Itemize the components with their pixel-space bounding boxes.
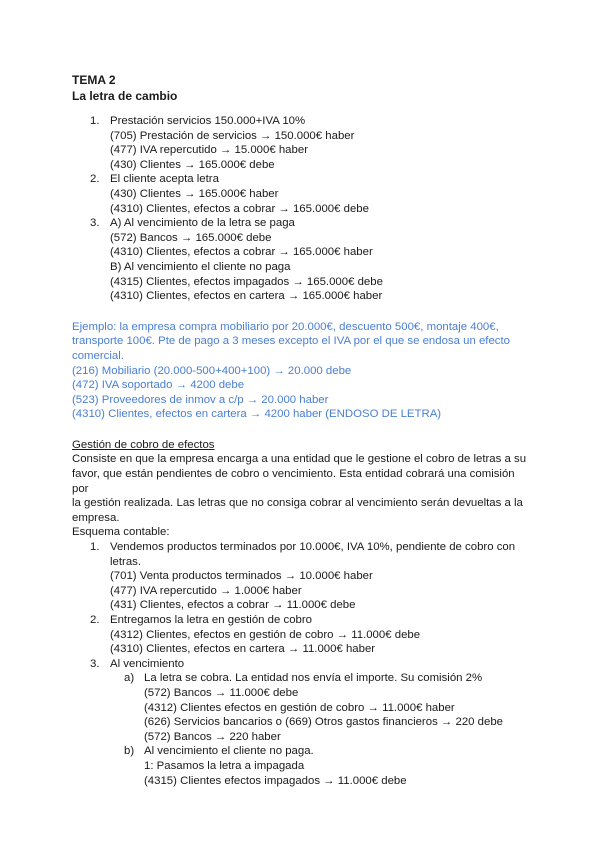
entry-line: (430) Clientes → 165.000€ debe — [110, 158, 275, 171]
list-item — [72, 540, 532, 555]
sub-item-letter: b) — [124, 745, 135, 758]
entry-line: (477) IVA repercutido → 1.000€ haber — [110, 584, 302, 597]
example-line: (472) IVA soportado → 4200 debe — [72, 379, 245, 392]
list-item — [72, 172, 532, 187]
list-item — [72, 114, 532, 129]
example-line: (216) Mobiliario (20.000-500+400+100) → 20.000 debe — [72, 364, 352, 377]
item-number: 3. — [90, 657, 100, 670]
scheme-label: Esquema contable: — [72, 526, 170, 539]
example-line: Ejemplo: la empresa compra mobiliario por 20.000€, descuento 500€, montaje 400€, — [72, 320, 499, 333]
item-title: Al vencimiento — [110, 657, 185, 670]
description-paragraph — [72, 452, 532, 525]
sub-list — [72, 671, 532, 788]
entry-line: (626) Servicios bancarios o (669) Otros gastos financieros → 220 debe — [144, 716, 503, 729]
entry-line: (4312) Clientes efectos en gestión de cobro → 11.000€ haber — [144, 701, 455, 714]
item-number: 2. — [90, 173, 100, 186]
sub-item-letter: a) — [124, 672, 135, 685]
entry-line: (572) Bancos → 165.000€ debe — [110, 231, 272, 244]
example-line: transporte 100€. Pte de pago a 3 meses excepto el IVA por el que se endosa un efecto — [72, 335, 510, 348]
entry-line: (431) Clientes, efectos a cobrar → 11.000€ debe — [110, 599, 356, 612]
list-item — [72, 216, 532, 231]
scheme-list — [72, 540, 532, 788]
example-block — [72, 320, 532, 422]
item-number: 1. — [90, 115, 100, 127]
paragraph-line: Consiste en que la empresa encarga a una entidad que le gestione el cobro de letras a su — [72, 453, 527, 466]
paragraph-line: favor, que están pendientes de cobro o vencimiento. Esta entidad cobrará una comisión por — [72, 468, 515, 495]
document-title: La letra de cambio — [72, 89, 178, 103]
sub-list-item — [72, 671, 532, 686]
entry-line: (4310) Clientes, efectos en cartera → 165.000€ haber — [110, 290, 383, 303]
paragraph-line: empresa. — [72, 511, 120, 524]
entry-line: (430) Clientes → 165.000€ haber — [110, 187, 279, 200]
paragraph-line: la gestión realizada. Las letras que no consiga cobrar al vencimiento serán devueltas a la — [72, 497, 523, 510]
example-line: comercial. — [72, 349, 124, 362]
entry-line: (4315) Clientes, efectos impagados → 165.000€ debe — [110, 275, 383, 288]
entry-line: (4310) Clientes, efectos en cartera → 11.000€ haber — [110, 643, 376, 656]
entry-line: (572) Bancos → 220 haber — [144, 730, 281, 743]
entry-line: 1: Pasamos la letra a impagada — [144, 759, 305, 772]
sub-item-title: La letra se cobra. La entidad nos envía el importe. Su comisión 2% — [144, 672, 483, 685]
item-title: Entregamos la letra en gestión de cobro — [110, 614, 312, 626]
example-line: (523) Proveedores de inmov a c/p → 20.000 haber — [72, 393, 329, 406]
list-item — [72, 613, 532, 628]
item-title: El cliente acepta letra — [110, 173, 219, 186]
entry-line: (4310) Clientes, efectos a cobrar → 165.000€ haber — [110, 246, 373, 259]
item-number: 1. — [90, 541, 100, 554]
entry-line: (477) IVA repercutido → 15.000€ haber — [110, 144, 308, 157]
sub-item-title: Al vencimiento el cliente no paga. — [144, 745, 314, 758]
item-number: 3. — [90, 217, 100, 230]
item-number: 2. — [90, 614, 100, 626]
item-title-continuation: letras. — [110, 555, 142, 568]
example-line: (4310) Clientes, efectos en cartera → 4200 haber (ENDOSO DE LETRA) — [72, 408, 442, 421]
sub-list-item — [72, 744, 532, 759]
entry-line: (4312) Clientes, efectos en gestión de cobro → 11.000€ debe — [110, 628, 421, 641]
item-title: Vendemos productos terminados por 10.000€, IVA 10%, pendiente de cobro con — [110, 541, 516, 554]
topic-heading: TEMA 2 — [72, 73, 116, 87]
section-heading: Gestión de cobro de efectos — [72, 438, 215, 451]
entry-line: (701) Venta productos terminados → 10.000€ haber — [110, 570, 373, 583]
entry-line: (4315) Clientes efectos impagados → 11.000€ debe — [144, 774, 407, 787]
entry-line: (705) Prestación de servicios → 150.000€ haber — [110, 129, 355, 142]
item-title: Prestación servicios 150.000+IVA 10% — [110, 115, 306, 127]
entries-list — [72, 114, 532, 304]
entry-line: B) Al vencimiento el cliente no paga — [110, 260, 291, 273]
entry-line: (572) Bancos → 11.000€ debe — [144, 686, 299, 699]
document-page — [72, 72, 532, 788]
item-title: A) Al vencimiento de la letra se paga — [110, 217, 295, 230]
entry-line: (4310) Clientes, efectos a cobrar → 165.000€ debe — [110, 202, 369, 215]
list-item — [72, 657, 532, 672]
